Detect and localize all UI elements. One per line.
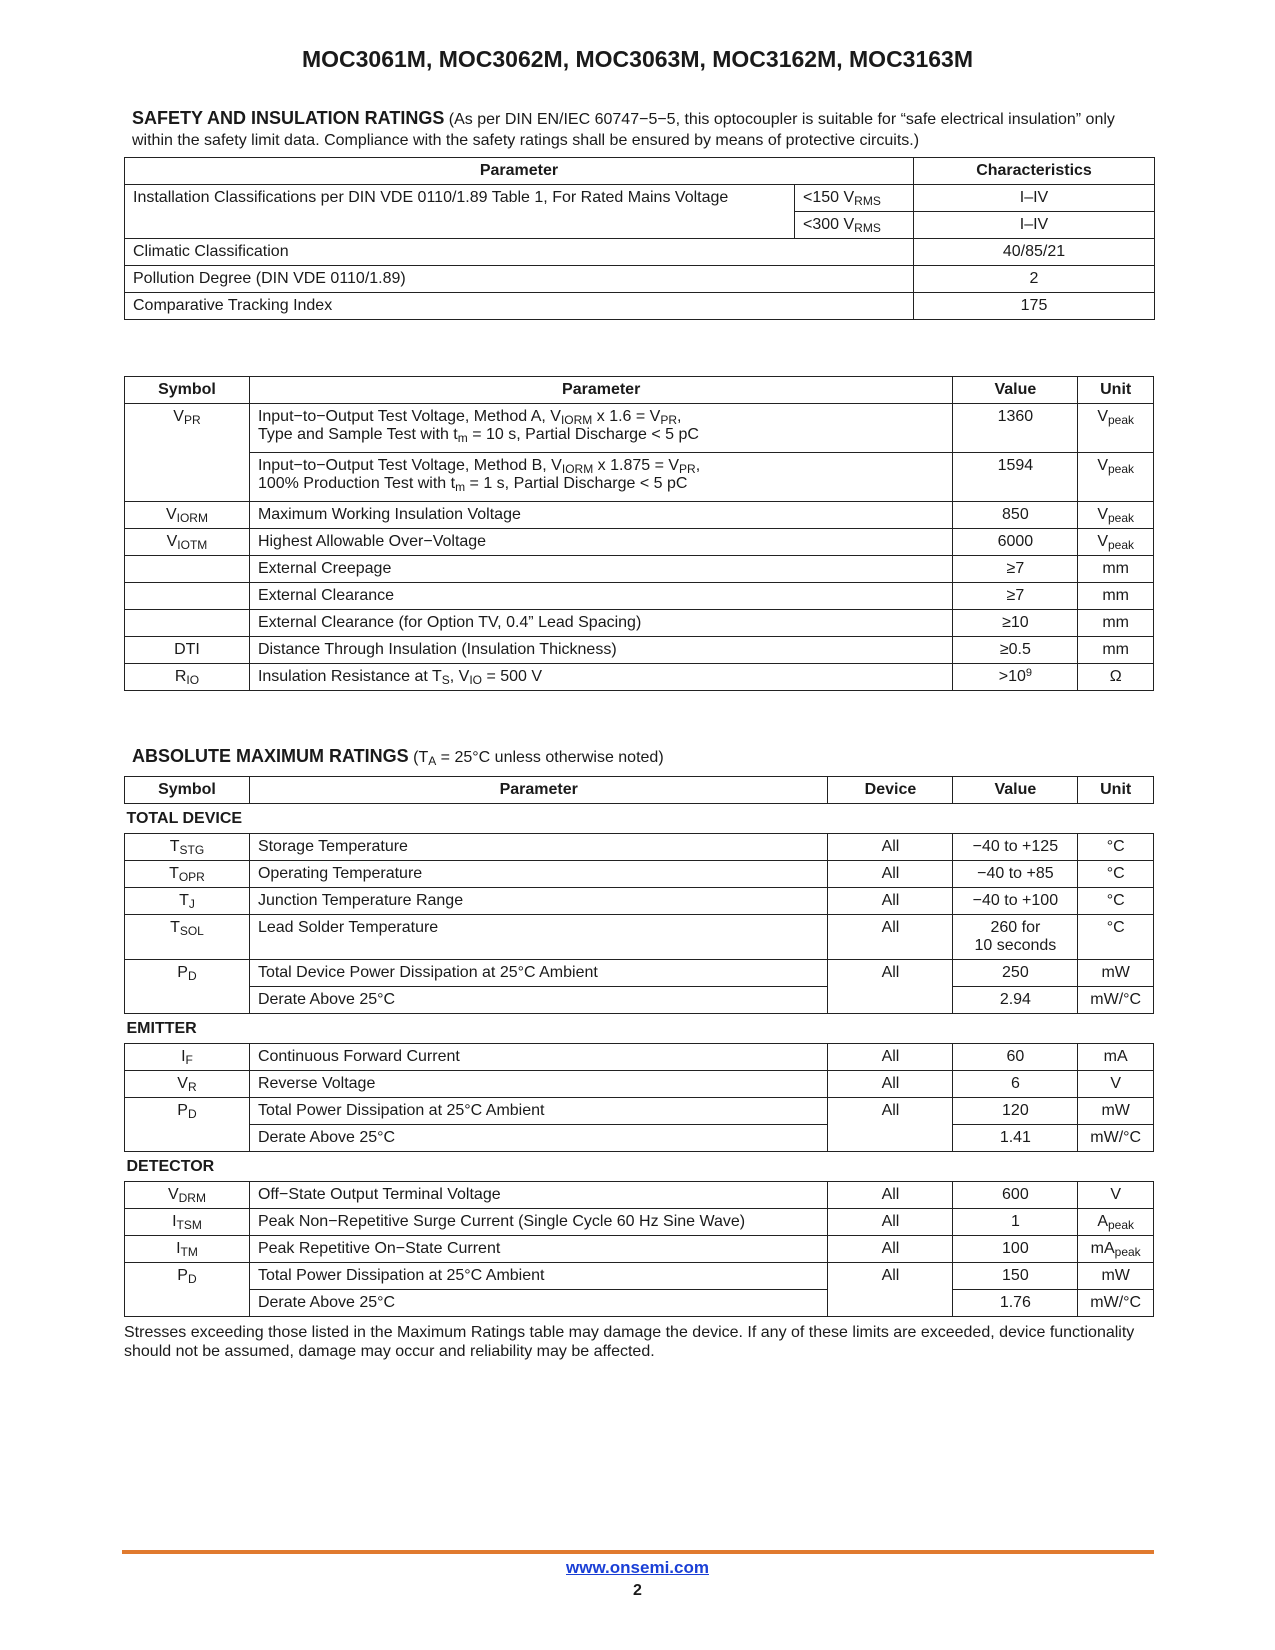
empty-symbol [125, 556, 250, 583]
safety-table [124, 157, 1155, 320]
vdrm-param: Off−State Output Terminal Voltage [249, 1182, 828, 1209]
viorm-param: Maximum Working Insulation Voltage [249, 502, 952, 529]
page-title: MOC3061M, MOC3062M, MOC3063M, MOC3162M, MOC3163M [301, 46, 974, 72]
insulation-table [124, 376, 1154, 691]
method-a-param: Input−to−Output Test Voltage, Method A, $V_{IORM}$ x $1.6 = V_{PR}$, Type and Sample Test with $t_m = 10$ s, Partial Discharge < 5 pC [249, 404, 952, 453]
pd-det-value: 150 [953, 1263, 1078, 1290]
pd-det-derate-unit: mW/°C [1078, 1290, 1154, 1317]
col-value: Value [953, 377, 1078, 404]
page-number: 2 [633, 1582, 642, 1599]
pd-emit-value: 120 [953, 1098, 1078, 1125]
pollution-label: Pollution Degree (DIN VDE 0110/1.89) [125, 266, 914, 293]
table-row [125, 861, 1154, 888]
viotm-unit: $V_{peak}$ [1078, 529, 1154, 556]
table-header [125, 377, 1154, 404]
rio-unit: Ω [1078, 664, 1154, 691]
clearance-unit: mm [1078, 583, 1154, 610]
table-row [125, 610, 1154, 637]
pd-emit-derate-value: 1.41 [953, 1125, 1078, 1152]
table-row [125, 1071, 1154, 1098]
v300-cell: <300 $V_{RMS}$ [795, 212, 914, 239]
vr-param: Reverse Voltage [249, 1071, 828, 1098]
method-b-unit: $V_{peak}$ [1078, 453, 1154, 502]
vdrm-unit: V [1078, 1182, 1154, 1209]
insulation-section [124, 376, 1154, 691]
tstg-device: All [828, 834, 953, 861]
topr-symbol: $T_{OPR}$ [125, 861, 250, 888]
col-unit: Unit [1078, 777, 1154, 804]
tsol-value: 260 for 10 seconds [953, 915, 1078, 960]
tj-symbol: $T_J$ [125, 888, 250, 915]
pd-total-symbol: $P_D$ [125, 960, 250, 1014]
method-b-value: 1594 [953, 453, 1078, 502]
pd-emit-derate-param: Derate Above 25°C [249, 1125, 828, 1152]
pollution-value: 2 [914, 266, 1155, 293]
itm-unit: $mA_{peak}$ [1078, 1236, 1154, 1263]
tstg-symbol: $T_{STG}$ [125, 834, 250, 861]
col-parameter: Parameter [125, 158, 914, 185]
table-row [125, 185, 1155, 212]
clearance-param: External Clearance [249, 583, 952, 610]
table-row [125, 1182, 1154, 1209]
table-row [125, 915, 1154, 960]
viotm-symbol: $V_{IOTM}$ [125, 529, 250, 556]
viorm-value: 850 [953, 502, 1078, 529]
itm-param: Peak Repetitive On−State Current [249, 1236, 828, 1263]
if-param: Continuous Forward Current [249, 1044, 828, 1071]
itsm-unit: $A_{peak}$ [1078, 1209, 1154, 1236]
vr-device: All [828, 1071, 953, 1098]
if-device: All [828, 1044, 953, 1071]
empty-symbol [125, 583, 250, 610]
viotm-value: 6000 [953, 529, 1078, 556]
safety-heading: SAFETY AND INSULATION RATINGS [132, 108, 445, 128]
col-characteristics: Characteristics [914, 158, 1155, 185]
method-b-param: Input−to−Output Test Voltage, Method B, $V_{IORM}$ x $1.875 = V_{PR}$, 100% Production Test with $t_m = 1$ s, Partial Discharge < 5 pC [249, 453, 952, 502]
rio-symbol: $R_{IO}$ [125, 664, 250, 691]
tj-unit: °C [1078, 888, 1154, 915]
pd-det-param: Total Power Dissipation at 25°C Ambient [249, 1263, 828, 1290]
vpr-symbol: $V_{PR}$ [125, 404, 250, 502]
itm-device: All [828, 1236, 953, 1263]
table-row [125, 664, 1154, 691]
creepage-param: External Creepage [249, 556, 952, 583]
dti-unit: mm [1078, 637, 1154, 664]
creepage-value: ≥7 [953, 556, 1078, 583]
tsol-symbol: $T_{SOL}$ [125, 915, 250, 960]
group-row [125, 804, 1154, 834]
if-unit: mA [1078, 1044, 1154, 1071]
col-unit: Unit [1078, 377, 1154, 404]
table-row [125, 583, 1154, 610]
itsm-param: Peak Non−Repetitive Surge Current (Single Cycle 60 Hz Sine Wave) [249, 1209, 828, 1236]
clearance-value: ≥7 [953, 583, 1078, 610]
method-a-value: 1360 [953, 404, 1078, 453]
pd-total-value: 250 [953, 960, 1078, 987]
topr-param: Operating Temperature [249, 861, 828, 888]
pd-emit-unit: mW [1078, 1098, 1154, 1125]
tsol-param: Lead Solder Temperature [249, 915, 828, 960]
absmax-heading: ABSOLUTE MAXIMUM RATINGS [132, 746, 409, 766]
pd-total-unit: mW [1078, 960, 1154, 987]
pd-total-device: All [828, 960, 953, 1014]
tj-value: −40 to +100 [953, 888, 1078, 915]
pd-emit-device: All [828, 1098, 953, 1152]
table-header [125, 777, 1154, 804]
table-row [125, 834, 1154, 861]
table-row [125, 529, 1154, 556]
creepage-unit: mm [1078, 556, 1154, 583]
v150-cell: <150 $V_{RMS}$ [795, 185, 914, 212]
table-row [125, 1098, 1154, 1125]
tstg-value: −40 to +125 [953, 834, 1078, 861]
viotm-param: Highest Allowable Over−Voltage [249, 529, 952, 556]
itsm-device: All [828, 1209, 953, 1236]
vdrm-symbol: $V_{DRM}$ [125, 1182, 250, 1209]
clearance-tv-value: ≥10 [953, 610, 1078, 637]
table-row [125, 1044, 1154, 1071]
table-row [125, 1125, 1154, 1152]
v150-value: I–IV [914, 185, 1155, 212]
pd-emit-symbol: $P_D$ [125, 1098, 250, 1152]
table-row [125, 453, 1154, 502]
table-row [125, 1236, 1154, 1263]
table-row [125, 987, 1154, 1014]
install-label: Installation Classifications per DIN VDE 0110/1.89 Table 1, For Rated Mains Voltage [125, 185, 795, 239]
footer-link[interactable]: www.onsemi.com [566, 1558, 709, 1577]
tj-param: Junction Temperature Range [249, 888, 828, 915]
table-row [125, 1263, 1154, 1290]
topr-device: All [828, 861, 953, 888]
dti-value: ≥0.5 [953, 637, 1078, 664]
topr-value: −40 to +85 [953, 861, 1078, 888]
group-emitter: EMITTER [126, 1020, 197, 1037]
cti-value: 175 [914, 293, 1155, 320]
absmax-conditions: ($T_A = 25^\circ C$ unless otherwise noted) [413, 749, 664, 768]
table-row [125, 266, 1155, 293]
group-row [125, 1014, 1154, 1044]
viorm-symbol: $V_{IORM}$ [125, 502, 250, 529]
climatic-label: Climatic Classification [125, 239, 914, 266]
itm-value: 100 [953, 1236, 1078, 1263]
stress-note: Stresses exceeding those listed in the Maximum Ratings table may damage the device. If any of these limits are exceeded, device functionality should not be assumed, damage may occur and reliability may be affected. [124, 1324, 1135, 1360]
pd-emit-derate-unit: mW/°C [1078, 1125, 1154, 1152]
col-symbol: Symbol [125, 777, 250, 804]
pd-total-derate-param: Derate Above 25°C [249, 987, 828, 1014]
v300-value: I–IV [914, 212, 1155, 239]
rio-value: $>10^9$ [953, 664, 1078, 691]
table-row [125, 1209, 1154, 1236]
topr-unit: °C [1078, 861, 1154, 888]
safety-heading-block [124, 108, 1154, 151]
group-detector: DETECTOR [126, 1158, 215, 1175]
vdrm-value: 600 [953, 1182, 1078, 1209]
tstg-unit: °C [1078, 834, 1154, 861]
pd-det-unit: mW [1078, 1263, 1154, 1290]
absmax-table [124, 776, 1154, 1317]
itsm-symbol: $I_{TSM}$ [125, 1209, 250, 1236]
cti-label: Comparative Tracking Index [125, 293, 914, 320]
vr-symbol: $V_R$ [125, 1071, 250, 1098]
table-row [125, 888, 1154, 915]
pd-total-derate-value: 2.94 [953, 987, 1078, 1014]
footer-divider [122, 1550, 1154, 1554]
table-row [125, 1290, 1154, 1317]
rio-param: Insulation Resistance at $T_S$, $V_{IO} = 500$ V [249, 664, 952, 691]
table-row [125, 502, 1154, 529]
itsm-value: 1 [953, 1209, 1078, 1236]
pd-det-derate-param: Derate Above 25°C [249, 1290, 828, 1317]
pd-det-derate-value: 1.76 [953, 1290, 1078, 1317]
group-total-device: TOTAL DEVICE [126, 810, 243, 827]
viorm-unit: $V_{peak}$ [1078, 502, 1154, 529]
table-row [125, 637, 1154, 664]
group-row [125, 1152, 1154, 1182]
vdrm-device: All [828, 1182, 953, 1209]
safety-section [124, 108, 1154, 320]
table-row [125, 404, 1154, 453]
tsol-unit: °C [1078, 915, 1154, 960]
table-row [125, 293, 1155, 320]
if-symbol: $I_F$ [125, 1044, 250, 1071]
climatic-value: 40/85/21 [914, 239, 1155, 266]
col-device: Device [828, 777, 953, 804]
method-a-unit: $V_{peak}$ [1078, 404, 1154, 453]
tstg-param: Storage Temperature [249, 834, 828, 861]
clearance-tv-param: External Clearance (for Option TV, 0.4” Lead Spacing) [249, 610, 952, 637]
col-value: Value [953, 777, 1078, 804]
vr-value: 6 [953, 1071, 1078, 1098]
dti-param: Distance Through Insulation (Insulation Thickness) [249, 637, 952, 664]
pd-det-device: All [828, 1263, 953, 1317]
pd-emit-param: Total Power Dissipation at 25°C Ambient [249, 1098, 828, 1125]
table-row [125, 239, 1155, 266]
tsol-device: All [828, 915, 953, 960]
vr-unit: V [1078, 1071, 1154, 1098]
dti-symbol: DTI [125, 637, 250, 664]
clearance-tv-unit: mm [1078, 610, 1154, 637]
table-header [125, 158, 1155, 185]
if-value: 60 [953, 1044, 1078, 1071]
pd-det-symbol: $P_D$ [125, 1263, 250, 1317]
itm-symbol: $I_{TM}$ [125, 1236, 250, 1263]
col-parameter: Parameter [249, 777, 828, 804]
table-row [125, 960, 1154, 987]
absmax-section [124, 746, 1154, 1361]
absmax-heading-block [124, 746, 1154, 768]
pd-total-param: Total Device Power Dissipation at 25°C Ambient [249, 960, 828, 987]
pd-total-derate-unit: mW/°C [1078, 987, 1154, 1014]
col-symbol: Symbol [125, 377, 250, 404]
empty-symbol [125, 610, 250, 637]
table-row [125, 556, 1154, 583]
tj-device: All [828, 888, 953, 915]
col-parameter: Parameter [249, 377, 952, 404]
safety-intro: (As per DIN EN/IEC 60747−5−5, this optocoupler is suitable for “safe electrical insulation” only within the safety limit data. Compliance with the safety ratings shall be ensured by means of protective circuits.) [132, 111, 1115, 149]
